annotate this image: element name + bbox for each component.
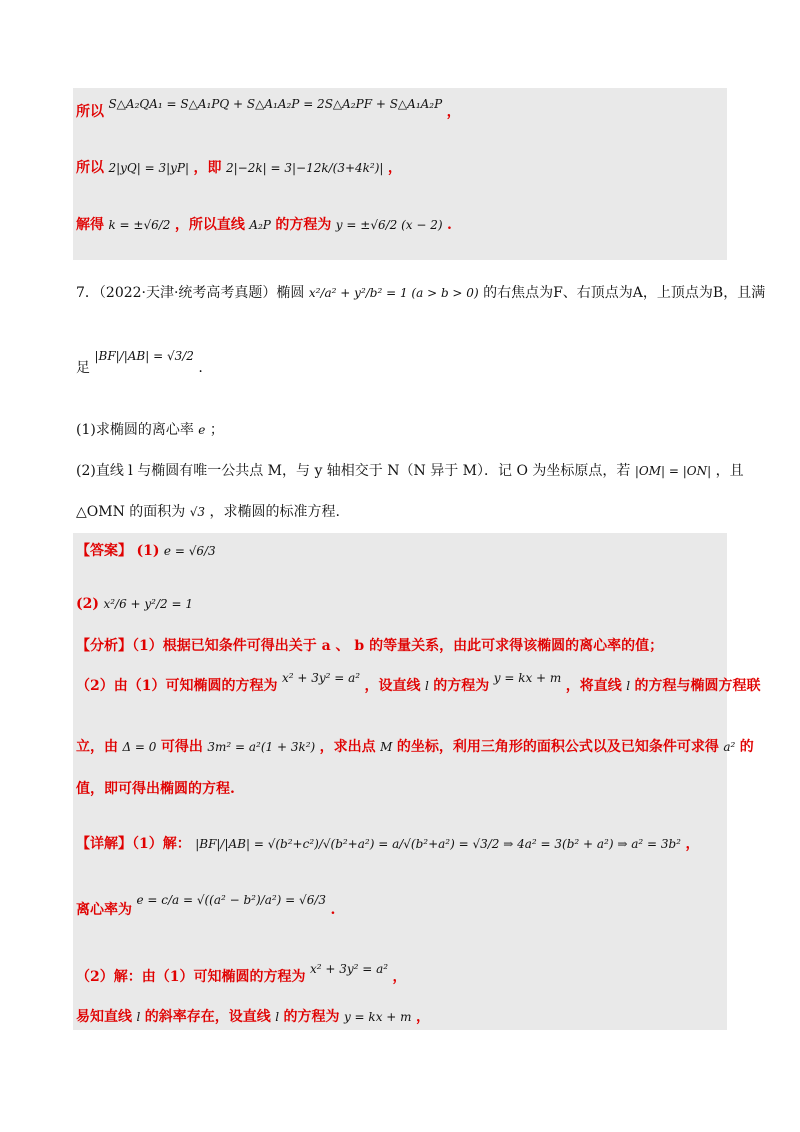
q1-end: ； [209,422,224,438]
comma: ， [685,836,700,852]
analysis-2-mid: ，设直线 [364,678,421,694]
k-value: k = ±√6/2 [108,218,171,232]
detail-4-mid: 的斜率存在，设直线 [144,1009,271,1025]
detail-4-mid2: 的方程为 [283,1009,340,1025]
satisfy-label: 足 [76,360,90,376]
line-l-symbol: l [275,1010,280,1024]
problem-line-1 [76,283,765,303]
solve-label: 解得 [76,217,104,233]
point-m-symbol: M [380,740,393,754]
discriminant-zero: Δ = 0 [122,740,157,754]
problem-header: 7．（2022·天津·统考高考真题）椭圆 [76,285,305,301]
analysis-3-mid3: 的坐标，利用三角形的面积公式以及已知条件可求得 [396,739,719,755]
analysis-line-4: 值，即可得出椭圆的方程. [76,781,235,797]
line-l-symbol: l [424,679,429,693]
line-l-symbol: l [136,1010,141,1024]
answer-label: 【答案】 [76,543,132,559]
analysis-2-mid2: 的方程为 [433,678,490,694]
eccentricity-symbol: e [198,423,206,437]
eccentricity-result: e = c/a = √((a² − b²)/a²) = √6/3 [136,893,327,907]
detail-4-text: 易知直线 [76,1009,132,1025]
detail-line-2 [76,893,336,920]
detail-line-4 [76,1007,430,1027]
detail-label: 【详解】（1）解： [76,836,191,852]
so-label: 所以 [76,104,104,120]
line-a2p: A₂P [249,218,271,232]
answer-1-index: (1) [136,543,160,559]
area-value: √3 [189,505,206,519]
answer-2-index: (2) [76,596,99,612]
period: . [447,217,452,233]
q2-text: (2)直线 l 与椭圆有唯一公共点 M，与 y 轴相交于 N（N 异于 M）．记 O 为坐标原点，若 [76,463,631,479]
area-equation: S△A₂QA₁ = S△A₁PQ + S△A₁A₂P = 2S△A₂PF + S△A₁A₂P [108,97,443,111]
analysis-2-suffix2: 的方程与椭圆方程联 [634,678,761,694]
period: . [198,360,203,376]
line-a2p-equation: y = ±√6/2 (x − 2) [335,218,443,232]
analysis-3-text: 立，由 [76,739,118,755]
ellipse-form: x² + 3y² = a² [309,962,389,976]
detail-line-1 [76,834,699,854]
line-equation: y = kx + m [493,671,562,685]
analysis-2-suffix: ，将直线 [565,678,622,694]
a-squared: a² [723,740,736,754]
line-equation: y = kx + m [343,1010,412,1024]
om-on-condition: |OM| = |ON| [634,464,712,478]
comma: ， [446,104,461,120]
top-line-2 [76,158,402,178]
question-1 [76,420,224,440]
analysis-line-1: 【分析】（1）根据已知条件可得出关于 a 、 b 的等量关系，由此可求得该椭圆的离心率的值； [76,638,664,654]
line-label: ，所以直线 [174,217,245,233]
answer-1-value: e = √6/3 [163,544,216,558]
analysis-3-suffix: 的 [739,739,754,755]
eccentricity-label: 离心率为 [76,902,132,918]
ratio-condition: |BF|/|AB| = √3/2 [94,349,194,363]
equation-label: 的方程为 [275,217,332,233]
analysis-line-2 [76,671,761,696]
so-label: 所以 [76,160,104,176]
comma: ， [415,1009,430,1025]
q1-text: (1)求椭圆的离心率 [76,422,194,438]
namely-label: ，即 [193,160,222,176]
problem-line-1-rest: 的右焦点为F、右顶点为A，上顶点为B，且满 [483,285,766,301]
eccentricity-derivation: |BF|/|AB| = √(b²+c²)/√(b²+a²) = a/√(b²+a²) = √3/2 ⇒ 4a² = 3(b² + a²) ⇒ a² = 3b² [195,837,681,851]
answer-1 [76,541,216,561]
comma: ， [392,969,407,985]
question-2-line-1 [76,461,744,481]
k-equation: 2|−2k| = 3|−12k/(3+4k²)| [225,161,384,175]
yq-yp-relation: 2|yQ| = 3|yP| [108,161,190,175]
q2-and: ，且 [715,463,744,479]
ellipse-form: x² + 3y² = a² [281,671,361,685]
detail-line-3 [76,962,407,987]
analysis-3-mid: 可得出 [160,739,203,755]
m-relation: 3m² = a²(1 + 3k²) [207,740,316,754]
ellipse-equation: x²/a² + y²/b² = 1 (a > b > 0) [308,286,479,300]
analysis-3-mid2: ，求出点 [319,739,376,755]
answer-2-value: x²/6 + y²/2 = 1 [103,597,193,611]
area-text: △OMN 的面积为 [76,504,186,520]
problem-line-2 [76,349,203,378]
answer-2 [76,594,193,614]
comma: ， [387,160,402,176]
period: . [330,902,336,918]
top-line-1 [76,97,461,122]
analysis-2-text: （2）由（1）可知椭圆的方程为 [76,678,278,694]
analysis-line-3 [76,737,754,757]
detail-3-text: （2）解：由（1）可知椭圆的方程为 [76,969,306,985]
question-2-line-2 [76,502,340,522]
top-line-3 [76,215,452,235]
line-l-symbol: l [626,679,631,693]
q2-request: ，求椭圆的标准方程. [209,504,340,520]
